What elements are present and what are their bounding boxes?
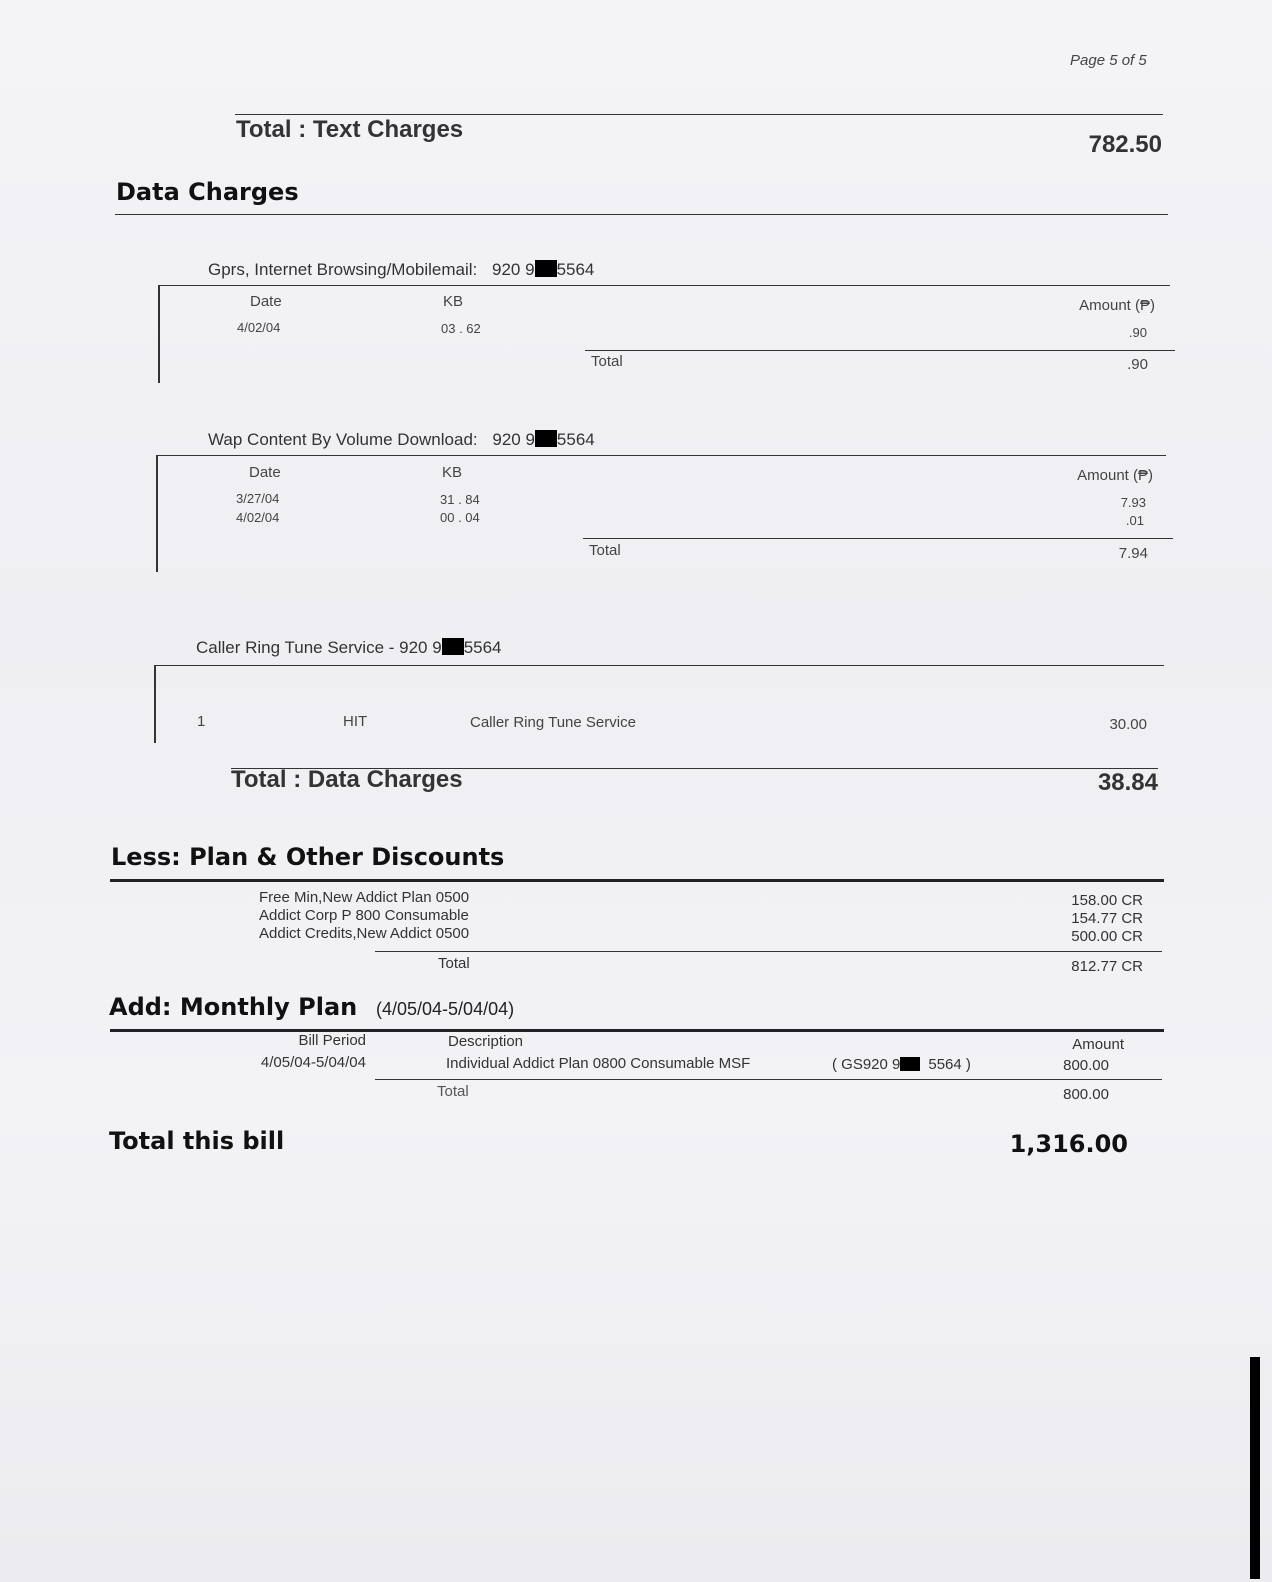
redaction-mark	[535, 260, 557, 277]
gprs-number-prefix: 920 9	[492, 260, 535, 279]
wap-row-kb: 00 . 04	[440, 510, 480, 525]
gprs-total-amount: .90	[1127, 356, 1148, 373]
col-date: Date	[250, 293, 282, 310]
ringtune-description: Caller Ring Tune Service	[470, 714, 636, 731]
discount-item-label: Addict Credits,New Addict 0500	[259, 925, 470, 942]
col-bill-period: Bill Period	[298, 1032, 366, 1049]
gprs-number-suffix: 5564	[556, 260, 595, 279]
table-border	[158, 285, 160, 383]
wap-row-date: 3/27/04	[236, 491, 280, 506]
plan-bill-period: 4/05/04-5/04/04	[260, 1054, 366, 1071]
redaction-mark	[900, 1057, 920, 1071]
table-border	[156, 455, 158, 572]
grand-total-amount: 1,316.00	[1009, 1130, 1128, 1158]
plan-amount: 800.00	[1063, 1057, 1109, 1074]
wap-total-amount: 7.94	[1118, 545, 1148, 562]
page-number: Page 5 of 5	[1070, 52, 1147, 69]
col-amount: Amount	[1072, 1036, 1124, 1053]
wap-row-amount: .01	[1125, 513, 1144, 528]
discount-item-label: Free Min,New Addict Plan 0500	[259, 889, 470, 906]
wap-number-prefix: 920 9	[492, 430, 535, 449]
ringtune-section-title	[196, 638, 502, 658]
discount-item-amount: 500.00 CR	[1071, 928, 1143, 945]
discount-item-label: Addict Corp P 800 Consumable	[259, 907, 469, 924]
divider	[160, 285, 1170, 286]
col-amount: Amount (₱)	[1079, 297, 1155, 314]
ringtune-title-suffix: 5564	[463, 638, 502, 657]
wap-section-title	[208, 430, 595, 450]
discount-item-amount: 158.00 CR	[1071, 892, 1143, 909]
gprs-title: Gprs, Internet Browsing/Mobilemail:	[208, 260, 478, 279]
gprs-row-amount: .90	[1128, 325, 1147, 340]
monthly-plan-heading: Add: Monthly Plan	[109, 993, 358, 1021]
gprs-total-label: Total	[591, 353, 623, 370]
ringtune-code: HIT	[343, 713, 368, 730]
discounts-heading: Less: Plan & Other Discounts	[111, 843, 505, 871]
col-kb: KB	[442, 464, 463, 481]
redaction-mark	[442, 638, 464, 655]
col-description: Description	[448, 1033, 524, 1050]
divider	[110, 879, 1164, 882]
plan-description: Individual Addict Plan 0800 Consumable MSF	[446, 1055, 751, 1072]
text-charges-total-label: Total : Text Charges	[236, 116, 464, 143]
scan-edge-mark	[1250, 1357, 1260, 1579]
ringtune-qty: 1	[197, 713, 206, 730]
col-amount: Amount (₱)	[1077, 467, 1153, 484]
data-charges-heading: Data Charges	[116, 178, 299, 206]
wap-number-suffix: 5564	[556, 430, 595, 449]
data-charges-total-label: Total : Data Charges	[231, 766, 463, 793]
gprs-row-date: 4/02/04	[237, 320, 281, 335]
table-border	[154, 665, 156, 743]
plan-reference	[832, 1056, 971, 1073]
gprs-row-kb: 03 . 62	[441, 321, 481, 336]
ringtune-amount: 30.00	[1109, 716, 1147, 733]
divider	[375, 951, 1162, 952]
divider	[115, 214, 1168, 215]
col-kb: KB	[443, 293, 464, 310]
ringtune-title-prefix: Caller Ring Tune Service - 920 9	[196, 638, 442, 657]
plan-total-amount: 800.00	[1063, 1086, 1109, 1103]
divider	[375, 1079, 1162, 1080]
text-charges-total-amount: 782.50	[1088, 131, 1162, 158]
plan-reference-suffix: 5564 )	[928, 1056, 971, 1073]
wap-row-amount: 7.93	[1120, 495, 1146, 510]
wap-total-label: Total	[589, 542, 621, 559]
plan-reference-prefix: ( GS920 9	[832, 1056, 901, 1073]
discounts-total-amount: 812.77 CR	[1071, 958, 1143, 975]
wap-title: Wap Content By Volume Download:	[208, 430, 478, 449]
discounts-total-label: Total	[438, 955, 470, 972]
discount-item-amount: 154.77 CR	[1071, 910, 1143, 927]
wap-row-kb: 31 . 84	[440, 492, 480, 507]
divider	[156, 665, 1164, 666]
grand-total-label: Total this bill	[109, 1127, 285, 1155]
wap-row-date: 4/02/04	[236, 510, 280, 525]
monthly-plan-period: (4/05/04-5/04/04)	[376, 999, 515, 1019]
divider	[235, 114, 1163, 115]
col-date: Date	[249, 464, 281, 481]
redaction-mark	[535, 430, 557, 447]
gprs-section-title	[208, 260, 594, 280]
plan-total-label: Total	[437, 1083, 469, 1100]
divider	[158, 455, 1166, 456]
data-charges-total-amount: 38.84	[1097, 769, 1158, 796]
divider	[585, 350, 1175, 351]
divider	[583, 538, 1173, 539]
